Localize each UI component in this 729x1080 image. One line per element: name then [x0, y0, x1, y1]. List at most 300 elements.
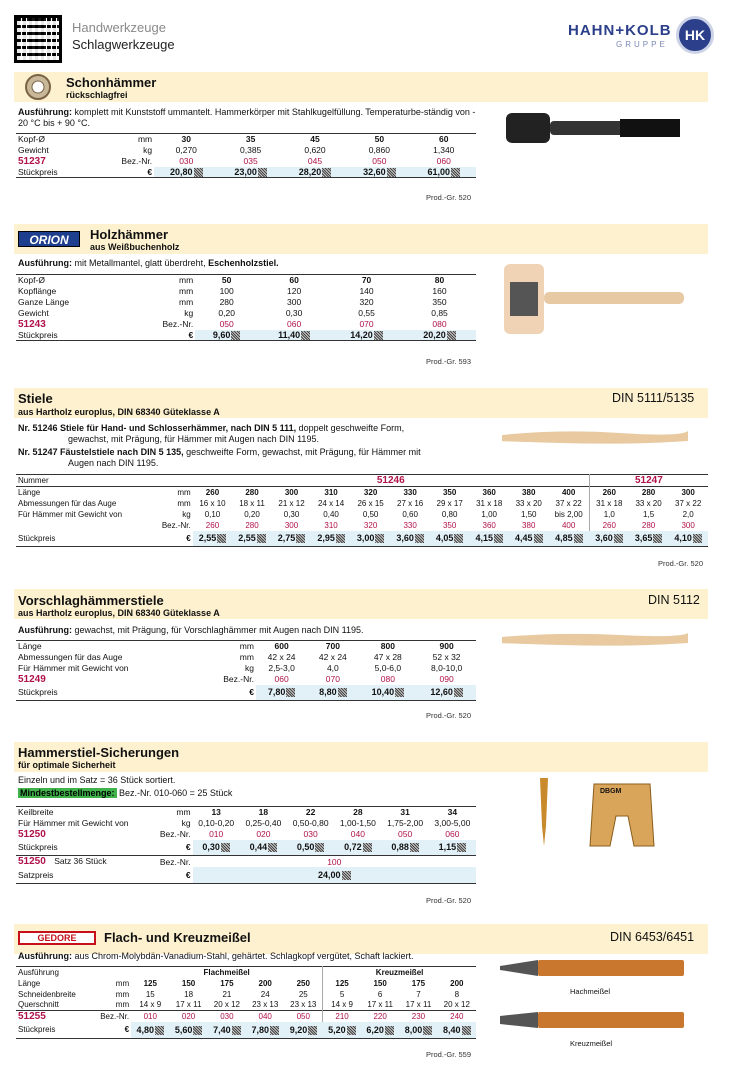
- price: 4,15: [475, 533, 493, 544]
- din-norm: DIN 6453/6451: [610, 930, 695, 944]
- price-cell[interactable]: [131, 1022, 169, 1038]
- section-title: Vorschlaghämmerstiele: [18, 593, 164, 608]
- qr-icon: [410, 843, 419, 852]
- article-number[interactable]: 51250: [18, 856, 46, 867]
- row-label: Für Hämmer mit Gewicht von: [18, 663, 129, 673]
- cell: 350: [442, 487, 457, 497]
- din-norm: DIN 5111/5135: [612, 391, 695, 405]
- price: 9,60: [212, 329, 231, 340]
- price-cell[interactable]: [589, 531, 629, 547]
- price-cell[interactable]: [412, 167, 476, 178]
- row-label: Gewicht: [18, 145, 49, 155]
- cell: 33 x 20: [635, 498, 662, 508]
- price: 3,00: [356, 533, 375, 544]
- cell: 260: [589, 487, 629, 498]
- cell: 17 x 11: [367, 1000, 393, 1010]
- bez-cell: 080: [432, 319, 447, 329]
- section-title: Schonhämmer: [66, 75, 157, 90]
- cross-chisel-image: [498, 1008, 688, 1032]
- price-cell[interactable]: [311, 531, 351, 547]
- cell: 0,860: [368, 145, 390, 155]
- cell: 18: [258, 807, 269, 818]
- prod-group: Prod.-Gr. 559: [426, 1050, 472, 1059]
- cell: 3,00-5,00: [434, 818, 471, 828]
- bez-cell: 220: [373, 1012, 387, 1021]
- section-title: Stiele: [18, 391, 53, 406]
- price: 0,50: [296, 842, 315, 853]
- price: 7,80: [267, 687, 286, 698]
- price: 20,20: [423, 329, 446, 340]
- cell: 380: [522, 487, 536, 497]
- qr-icon: [451, 168, 460, 177]
- price-cell[interactable]: [347, 167, 411, 178]
- cell: 0,50: [362, 509, 379, 519]
- price-cell[interactable]: [430, 531, 470, 547]
- price-cell[interactable]: [358, 685, 417, 701]
- note-text: doppelt geschweifte Form,: [296, 423, 405, 433]
- cell: 42 x 24: [318, 652, 347, 662]
- cell: 35: [245, 134, 256, 145]
- row-unit: mm: [239, 641, 254, 652]
- qr-icon: [387, 168, 396, 177]
- qr-icon: [258, 168, 267, 177]
- prod-group: Prod.-Gr. 520: [426, 193, 472, 202]
- cell: 600: [274, 641, 289, 652]
- article-number[interactable]: 51247: [589, 475, 708, 487]
- qr-icon: [322, 168, 331, 177]
- price-cell[interactable]: [629, 531, 669, 547]
- row-unit: mm: [137, 134, 153, 145]
- price-cell[interactable]: [417, 685, 476, 701]
- qr-icon: [257, 534, 266, 543]
- section-subtitle: rückschlagfrei: [66, 90, 128, 100]
- note-text: gewachst, mit Prägung, für Hämmer mit Augen nach DIN 1195.: [68, 434, 319, 444]
- cell: 37 x 22: [675, 498, 702, 508]
- cell: 30: [181, 134, 192, 145]
- section-subtitle: aus Weißbuchenholz: [90, 242, 180, 252]
- cell: 5: [323, 989, 361, 1000]
- qr-icon: [693, 534, 702, 543]
- cell: 23 x 13: [290, 1000, 317, 1010]
- cell: 330: [403, 487, 417, 497]
- price: 4,05: [435, 533, 454, 544]
- qr-icon: [363, 843, 372, 852]
- cell: 47 x 28: [373, 652, 402, 662]
- bez-cell: 300: [681, 520, 695, 530]
- cell: 1,0: [589, 509, 629, 520]
- bez-cell: 060: [274, 674, 289, 684]
- price: 5,20: [328, 1024, 346, 1035]
- row-label: Ganze Länge: [18, 297, 70, 307]
- cell: 0,55: [358, 308, 375, 318]
- section-description: [18, 258, 279, 269]
- price: 61,00: [427, 166, 451, 177]
- bez-cell: 360: [482, 520, 496, 530]
- price: 24,00: [318, 869, 341, 880]
- flat-chisel-caption: Hachmeißel: [570, 987, 611, 996]
- price: 28,20: [298, 166, 322, 177]
- price-cell[interactable]: [330, 330, 403, 341]
- cell: 1,00-1,50: [339, 818, 376, 828]
- sledge-handle-image: [500, 628, 690, 650]
- cell: 45: [310, 134, 320, 145]
- row-label: Ausführung: [18, 967, 59, 977]
- cell: 0,20: [218, 308, 235, 318]
- section-description: [18, 107, 478, 129]
- price-cell[interactable]: [240, 840, 287, 856]
- brand-logo-sub: GRUPPE: [616, 40, 668, 49]
- hammer-image: [500, 105, 690, 185]
- price: 3,60: [595, 533, 613, 544]
- desc-text: gewachst, mit Prägung, für Vorschlaghämmer mit Augen nach DIN 1195.: [74, 625, 364, 635]
- price-cell[interactable]: [334, 840, 381, 856]
- price-cell[interactable]: [351, 531, 391, 547]
- qr-icon: [194, 168, 203, 177]
- cell: 21 x 12: [278, 498, 305, 508]
- bez-cell: 070: [359, 319, 374, 329]
- qr-icon: [221, 843, 230, 852]
- price-cell[interactable]: [469, 531, 509, 547]
- price: 6,20: [366, 1024, 384, 1035]
- price-cell[interactable]: [323, 1022, 361, 1038]
- article-number[interactable]: 51249: [18, 673, 46, 685]
- spec-table-3: [16, 474, 708, 547]
- cell: 300: [681, 487, 695, 497]
- price-cell[interactable]: [283, 167, 347, 178]
- gedore-logo: GEDORE: [18, 931, 96, 945]
- bez-cell: 050: [296, 1012, 310, 1021]
- row-unit: mm: [115, 989, 130, 999]
- cell: 200: [258, 978, 272, 988]
- qr-icon: [270, 1026, 279, 1035]
- price: 3,60: [396, 533, 414, 544]
- qr-icon: [653, 534, 662, 543]
- qr-icon: [301, 331, 310, 340]
- price: 9,20: [289, 1024, 308, 1035]
- row-unit: mm: [176, 807, 191, 818]
- bez-cell: 035: [243, 156, 258, 166]
- qr-icon: [336, 534, 345, 543]
- price: 4,45: [514, 533, 533, 544]
- section-subtitle: für optimale Sicherheit: [18, 760, 116, 770]
- cell: 50: [374, 134, 385, 145]
- cell: 280: [641, 487, 656, 497]
- price: 4,80: [136, 1024, 155, 1035]
- cell: 320: [359, 297, 374, 307]
- price-cell[interactable]: [429, 840, 476, 856]
- price-cell[interactable]: [438, 1022, 476, 1038]
- bez-cell: 070: [325, 674, 340, 684]
- article-number[interactable]: 51243: [18, 318, 46, 330]
- cell: 0,30: [283, 509, 300, 519]
- cell: 160: [432, 286, 447, 296]
- wood-hammer-image: [500, 262, 690, 342]
- cell: 26 x 15: [357, 498, 384, 508]
- bez-cell: 030: [303, 829, 318, 839]
- cell: 70: [361, 275, 372, 286]
- qr-icon: [447, 331, 456, 340]
- article-number[interactable]: 51246: [376, 475, 405, 486]
- price: 8,00: [404, 1024, 423, 1035]
- article-number[interactable]: 51237: [18, 155, 46, 167]
- cell: 125: [143, 978, 157, 988]
- currency: €: [152, 867, 193, 883]
- cell: 2,0: [682, 509, 694, 519]
- cell: 14 x 9: [139, 1000, 162, 1010]
- bez-cell: 045: [307, 156, 323, 166]
- price: 14,20: [350, 329, 373, 340]
- min-order-label: Mindestbestellmenge:: [20, 788, 115, 798]
- price-cell[interactable]: [390, 531, 430, 547]
- price-cell[interactable]: [272, 531, 312, 547]
- row-label: Querschnitt: [18, 1000, 59, 1010]
- price-cell[interactable]: [193, 840, 240, 856]
- cell: 310: [324, 487, 338, 497]
- price: 5,60: [174, 1024, 193, 1035]
- price-cell[interactable]: [284, 1022, 322, 1038]
- cell: 28: [353, 807, 363, 818]
- price: 0,72: [344, 842, 362, 853]
- price-cell[interactable]: [382, 840, 429, 856]
- price: 7,80: [251, 1024, 269, 1035]
- row-unit: mm: [179, 297, 194, 307]
- cell: 22: [305, 807, 316, 818]
- row-label: Abmessungen für das Auge: [18, 498, 117, 508]
- cell: 14 x 9: [323, 1000, 361, 1011]
- desc-text: komplett mit Kunststoff ummantelt. Hammerkörper mit Stahlkugelfüllung. Temperaturbe-ständig von - 20 °C bis + 90 °C.: [18, 107, 476, 128]
- cell: 0,40: [323, 509, 339, 519]
- price: 3,65: [634, 533, 653, 544]
- qr-icon: [534, 534, 543, 543]
- cell: 1,340: [433, 145, 455, 155]
- row-unit: mm: [179, 286, 194, 296]
- article-number[interactable]: 51255: [18, 1011, 46, 1022]
- section-title: Flach- und Kreuzmeißel: [104, 930, 251, 945]
- bez-cell: 030: [179, 156, 194, 166]
- cell: 29 x 17: [436, 498, 463, 508]
- price-cell[interactable]: [232, 531, 272, 547]
- bez-label: Bez.-Nr.: [159, 829, 191, 839]
- set-info: Einzeln und im Satz = 36 Stück sortiert.: [18, 775, 176, 785]
- section-title: Holzhämmer: [90, 227, 169, 242]
- row-unit: mm: [115, 978, 130, 988]
- cell: 0,620: [304, 145, 326, 155]
- cell: 280: [245, 487, 259, 497]
- set-cell: [16, 856, 152, 868]
- qr-icon: [308, 1026, 317, 1035]
- cell: 800: [380, 641, 395, 652]
- bez-cell: 060: [445, 829, 460, 839]
- row-unit: kg: [244, 663, 254, 673]
- desc-label: Ausführung:: [18, 258, 72, 268]
- cell: 250: [296, 978, 310, 988]
- cell: 31: [400, 807, 410, 818]
- cell: 24: [260, 989, 270, 999]
- row-unit: mm: [177, 498, 191, 508]
- note-text: geschweifte Form, gewachst, mit Prägung, für Hämmer mit: [183, 447, 421, 457]
- bez-cell: 090: [439, 674, 454, 684]
- price: 2,55: [198, 533, 217, 544]
- orion-logo: ORION: [18, 231, 80, 247]
- price-label: Stückpreis: [16, 167, 93, 178]
- qr-icon: [375, 534, 384, 543]
- desc-bold: Eschenholzstiel.: [208, 258, 279, 268]
- bez-cell: 320: [363, 520, 378, 530]
- bez-cell: 050: [372, 156, 387, 166]
- bez-cell: 060: [436, 156, 451, 166]
- price-cell[interactable]: [399, 1022, 437, 1038]
- price: 11,40: [278, 329, 301, 340]
- cell: 52 x 32: [432, 652, 461, 662]
- bez-cell: 050: [398, 829, 413, 839]
- wedge-mark: DBGM: [600, 788, 622, 795]
- section-subtitle: aus Hartholz europlus, DIN 68340 Güteklasse A: [18, 407, 220, 417]
- cell: 100: [219, 286, 234, 296]
- cell: 1,00: [481, 509, 497, 519]
- qr-icon: [385, 1026, 394, 1035]
- bez-label: Bez.-Nr.: [121, 156, 153, 166]
- price-cell[interactable]: [193, 531, 233, 547]
- cell: 280: [219, 297, 234, 307]
- prod-group: Prod.-Gr. 593: [426, 357, 472, 366]
- bez-cell: 210: [323, 1011, 361, 1023]
- bez-cell: 020: [181, 1012, 196, 1021]
- bez-cell: 010: [143, 1012, 157, 1021]
- cell: 17 x 11: [175, 1000, 202, 1010]
- bez-cell: 230: [411, 1012, 426, 1021]
- prod-group: Prod.-Gr. 520: [426, 711, 472, 720]
- cell: 34: [447, 807, 458, 818]
- row-label: Für Hämmer mit Gewicht von: [18, 509, 123, 519]
- price: 0,88: [391, 842, 409, 853]
- row-label: Kopflänge: [18, 286, 57, 296]
- price-cell[interactable]: [509, 531, 549, 547]
- bez-cell: 280: [641, 520, 656, 530]
- price-cell[interactable]: [258, 330, 330, 341]
- row-label: Für Hämmer mit Gewicht von: [18, 818, 129, 828]
- price-cell[interactable]: [195, 330, 258, 341]
- bez-cell: 030: [220, 1012, 234, 1021]
- cell: 700: [325, 641, 340, 652]
- qr-icon: [454, 688, 463, 697]
- bez-cell: 330: [403, 520, 417, 530]
- cell: 7: [416, 989, 421, 999]
- price-label: Stückpreis: [16, 330, 126, 341]
- row-label: Abmessungen für das Auge: [18, 652, 123, 662]
- cell: 80: [434, 275, 445, 286]
- qr-icon: [296, 534, 305, 543]
- prod-group: Prod.-Gr. 520: [426, 896, 472, 905]
- note-51247: [18, 447, 478, 469]
- price: 4,85: [555, 533, 573, 544]
- currency: €: [91, 1022, 131, 1038]
- qr-icon: [374, 331, 383, 340]
- qr-icon: [395, 688, 404, 697]
- cell: 18 x 11: [239, 498, 265, 508]
- cell: 0,10: [204, 509, 221, 519]
- bez-cell: 310: [324, 520, 338, 530]
- price-cell[interactable]: [154, 167, 218, 178]
- handle-image: [500, 425, 690, 449]
- qr-icon: [268, 843, 277, 852]
- price: 4,10: [674, 533, 692, 544]
- price-cell[interactable]: [307, 685, 358, 701]
- row-label: Kopf-Ø: [18, 134, 45, 145]
- price-cell[interactable]: [549, 531, 590, 547]
- price: 20,80: [170, 166, 193, 177]
- price-cell[interactable]: [256, 685, 307, 701]
- qr-icon: [454, 534, 463, 543]
- bez-cell: 300: [284, 520, 299, 530]
- price-cell[interactable]: [208, 1022, 246, 1038]
- cell: 200: [450, 978, 464, 988]
- group-header: Flachmeißel: [203, 967, 250, 977]
- note-bold: Nr. 51246 Stiele für Hand- und Schlosserhämmer, nach DIN 5 111,: [18, 423, 297, 433]
- row-label: Schneidenbreite: [18, 989, 76, 999]
- price: 1,15: [438, 842, 457, 853]
- bez-label: Bez.-Nr.: [161, 520, 191, 530]
- cell: 150: [373, 978, 387, 988]
- bez-label: Bez.-Nr.: [223, 674, 254, 684]
- price-cell[interactable]: [169, 1022, 207, 1038]
- cell: 42 x 24: [267, 652, 296, 662]
- cell: 125: [323, 978, 361, 989]
- cell: 27 x 16: [397, 498, 424, 508]
- row-label: Länge: [18, 487, 41, 497]
- currency: €: [200, 685, 256, 701]
- section-title: Hammerstiel-Sicherungen: [18, 745, 180, 760]
- spec-table-4: [16, 640, 476, 701]
- currency: €: [126, 330, 195, 341]
- cell: 140: [359, 286, 374, 296]
- bez-cell: 060: [287, 319, 302, 329]
- row-unit: kg: [184, 308, 194, 318]
- cell: 300: [284, 487, 299, 497]
- cell: 0,10-0,20: [198, 818, 235, 828]
- cell: 320: [363, 487, 378, 497]
- price-cell[interactable]: [668, 531, 708, 547]
- bez-cell: 040: [350, 829, 365, 839]
- cell: 20 x 12: [443, 1000, 470, 1010]
- bez-cell: 080: [380, 674, 395, 684]
- desc-label: Ausführung:: [18, 107, 72, 117]
- price-cell[interactable]: [246, 1022, 284, 1038]
- price-label: Satzpreis: [16, 867, 152, 883]
- price-cell[interactable]: [403, 330, 476, 341]
- flat-chisel-image: [498, 956, 688, 980]
- cell: 0,25-0,40: [245, 818, 282, 828]
- price-label: Stückpreis: [16, 1022, 91, 1038]
- cell: 120: [287, 286, 302, 296]
- price-cell[interactable]: [361, 1022, 399, 1038]
- qr-icon: [462, 1026, 471, 1035]
- qr-icon: [342, 871, 351, 880]
- bez-cell: 010: [209, 829, 224, 839]
- brand-logo-icon: HK: [676, 16, 714, 54]
- row-unit: mm: [179, 275, 194, 286]
- price: 8,80: [319, 687, 337, 698]
- cell: 260: [205, 487, 220, 497]
- price-cell[interactable]: [218, 167, 282, 178]
- price-label: Stückpreis: [16, 685, 200, 701]
- cell: 13: [211, 807, 221, 818]
- price-cell[interactable]: [287, 840, 334, 856]
- price-cell[interactable]: [193, 867, 476, 883]
- article-number[interactable]: 51250: [18, 828, 46, 840]
- price: 7,40: [213, 1024, 231, 1035]
- row-label: Länge: [18, 978, 41, 988]
- bez-label: Bez.-Nr.: [100, 1012, 130, 1021]
